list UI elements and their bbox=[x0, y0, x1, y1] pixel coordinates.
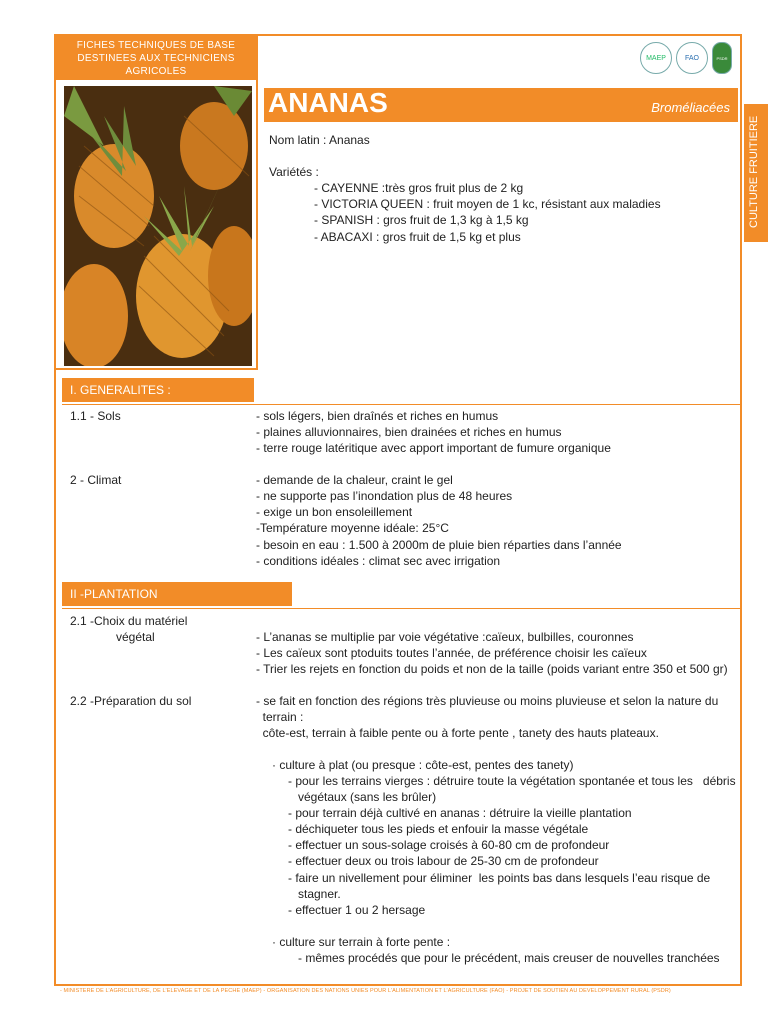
header-line: DESTINEES AUX TECHNICIENS bbox=[77, 53, 235, 64]
section-plantation: II -PLANTATION bbox=[62, 582, 292, 606]
psdr-logo: PSDR bbox=[712, 42, 732, 74]
variety-item: - SPANISH : gros fruit de 1,3 kg à 1,5 kg bbox=[314, 213, 529, 227]
climat-item: - demande de la chaleur, craint le gel bbox=[256, 473, 453, 487]
choix-label: 2.1 -Choix du matériel bbox=[70, 614, 188, 628]
choix-item: - L’ananas se multiplie par voie végétative :caïeux, bulbilles, couronnes bbox=[256, 630, 634, 644]
section-rule bbox=[62, 404, 742, 405]
variety-item: - VICTORIA QUEEN : fruit moyen de 1 kc, résistant aux maladies bbox=[314, 197, 661, 211]
choix-item: - Les caïeux sont ptoduits toutes l’année, de préférence choisir les caïeux bbox=[256, 646, 647, 660]
varieties-label: Variétés : bbox=[269, 165, 319, 179]
prep-item: terrain : bbox=[256, 710, 304, 724]
header-line: FICHES TECHNIQUES DE BASE bbox=[76, 40, 236, 51]
category-label: CULTURE FRUITIERE bbox=[748, 115, 760, 228]
sols-item: - plaines alluvionnaires, bien drainées et riches en humus bbox=[256, 425, 562, 439]
plat-item: - effectuer 1 ou 2 hersage bbox=[288, 903, 426, 917]
partner-logos bbox=[640, 42, 732, 74]
plat-item: - effectuer un sous-solage croisés à 60-80 cm de profondeur bbox=[288, 838, 610, 852]
plat-item: stagner. bbox=[288, 887, 341, 901]
climat-item: - besoin en eau : 1.500 à 2000m de pluie bien réparties dans l’année bbox=[256, 538, 622, 552]
climat-item: - conditions idéales : climat sec avec irrigation bbox=[256, 554, 501, 568]
fao-logo: FAO bbox=[676, 42, 708, 74]
section-generalites: I. GENERALITES : bbox=[62, 378, 254, 402]
climat-item: - ne supporte pas l’inondation plus de 48 heures bbox=[256, 489, 513, 503]
series-header bbox=[56, 36, 256, 80]
choix-label-cont: végétal bbox=[116, 630, 155, 644]
sols-item: - terre rouge latéritique avec apport important de fumure organique bbox=[256, 441, 611, 455]
climat-item: - exige un bon ensoleillement bbox=[256, 505, 413, 519]
climat-item: -Température moyenne idéale: 25°C bbox=[256, 521, 449, 535]
plat-item: - effectuer deux ou trois labour de 25-30 cm de profondeur bbox=[288, 854, 599, 868]
variety-item: - CAYENNE :très gros fruit plus de 2 kg bbox=[314, 181, 524, 195]
divider bbox=[56, 368, 258, 370]
variety-item: - ABACAXI : gros fruit de 1,5 kg et plus bbox=[314, 230, 521, 244]
plat-title: · culture à plat (ou presque : côte-est, pentes des tanety) bbox=[272, 758, 574, 772]
plat-item: - pour les terrains vierges : détruire toute la végétation spontanée et tous les débris bbox=[288, 774, 736, 788]
title-bar bbox=[264, 88, 738, 122]
section-rule bbox=[62, 608, 742, 609]
sols-item: - sols légers, bien draînés et riches en humus bbox=[256, 409, 499, 423]
latin-name: Nom latin : Ananas bbox=[269, 133, 370, 147]
plant-family: Broméliacées bbox=[651, 100, 730, 115]
prep-label: 2.2 -Préparation du sol bbox=[70, 694, 192, 708]
pente-title: · culture sur terrain à forte pente : bbox=[272, 935, 451, 949]
divider bbox=[256, 36, 258, 370]
header-line: AGRICOLES bbox=[125, 66, 187, 77]
pente-item: - mêmes procédés que pour le précédent, mais creuser de nouvelles tranchées bbox=[298, 951, 720, 965]
maep-logo: MAEP bbox=[640, 42, 672, 74]
footer-credits: - MINISTERE DE L’AGRICULTURE, DE L’ELEVAGE ET DE LA PECHE (MAEP) - ORGANISATION DES NATIONS UNIES POUR L’ALIMENTATION ET L’AGRICULTURE (FAO) - PROJET DE SOUTIEN AU DEVELOPPEMENT RURAL (PSDR) bbox=[60, 988, 671, 994]
prep-item: côte-est, terrain à faible pente ou à forte pente , tanety des hauts plateaux. bbox=[256, 726, 659, 740]
plat-item: - pour terrain déjà cultivé en ananas : détruire la vieille plantation bbox=[288, 806, 632, 820]
prep-item: - se fait en fonction des régions très pluvieuse ou moins pluvieuse et selon la nature du bbox=[256, 694, 719, 708]
page-title: ANANAS bbox=[268, 87, 388, 118]
plat-item: - déchiqueter tous les pieds et enfouir la masse végétale bbox=[288, 822, 589, 836]
category-tab bbox=[744, 104, 768, 242]
pineapple-photo bbox=[64, 86, 252, 366]
choix-item: - Trier les rejets en fonction du poids et non de la taille (poids variant entre 350 et 500 gr) bbox=[256, 662, 728, 676]
climat-label: 2 - Climat bbox=[70, 473, 122, 487]
sols-label: 1.1 - Sols bbox=[70, 409, 121, 423]
plat-item: - faire un nivellement pour éliminer les points bas dans lesquels l’eau risque de bbox=[288, 871, 711, 885]
plat-item: végétaux (sans les brûler) bbox=[288, 790, 437, 804]
